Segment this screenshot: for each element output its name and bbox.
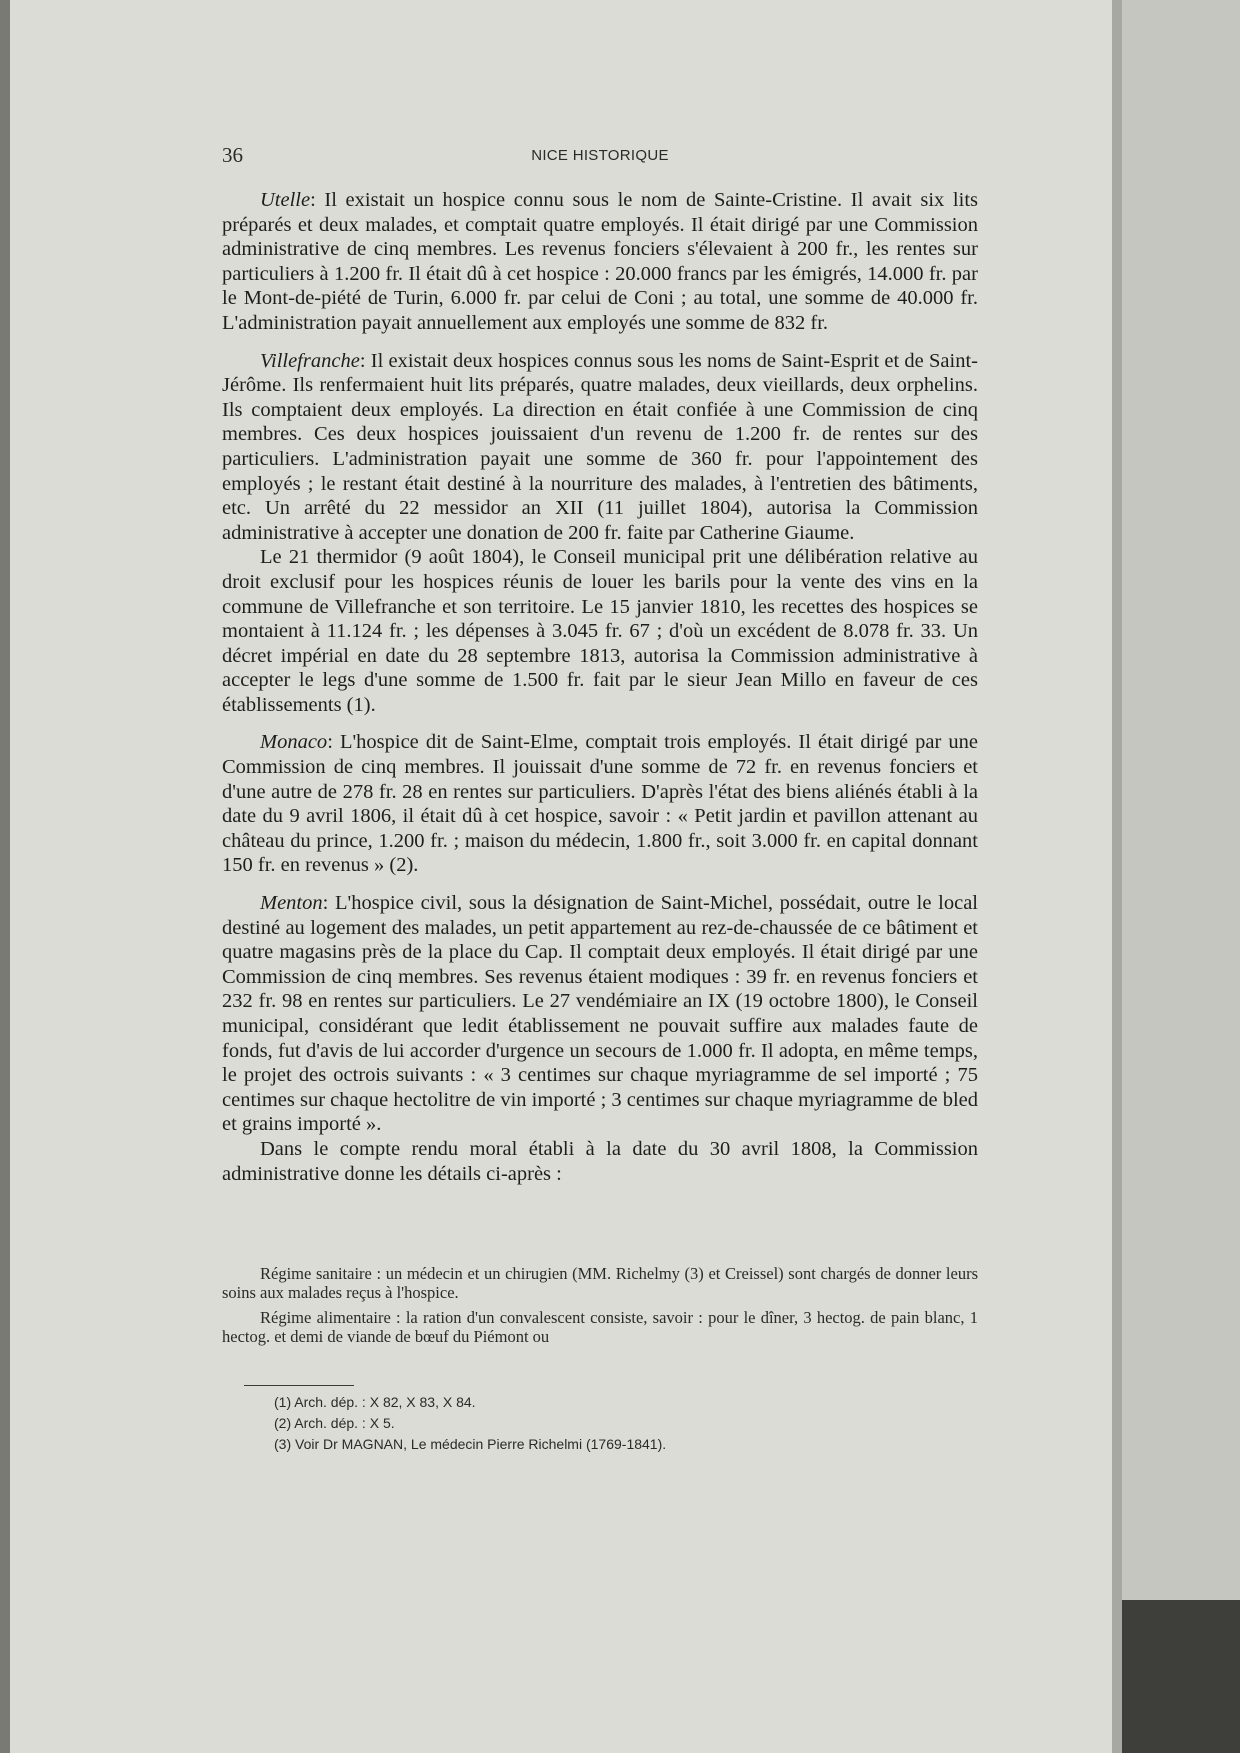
paragraph-text: : L'hospice civil, sous la désignation de Saint-Michel, possédait, outre le local destiné au logement des malades, un petit appartement au rez-de-chaussée de ce bâtiment et quatre magasins près de la place du Cap. Il comptait deux employés. Il était dirigé par une Commission de cinq membres. Ses revenus étaient modiques : 39 fr. en revenus fonciers et 232 fr. 98 en rentes sur particuliers. Le 27 vendémiaire an IX (19 octobre 1800), le Conseil municipal, considérant que ledit établissement ne pouvait suffire aux malades faute de fonds, fut d'avis de lui accorder d'urgence un secours de 1.000 fr. Il adopta, en même temps, le projet des octrois suivants : « 3 centimes sur chaque myriagramme de sel importé ; 75 centimes sur chaque hectolitre de vin importé ; 3 centimes sur chaque myriagramme de bled et grains importé ». bbox=[222, 892, 978, 1136]
paragraph-utelle bbox=[222, 188, 978, 336]
page-edge bbox=[1112, 0, 1122, 1753]
paragraph-monaco bbox=[222, 730, 978, 878]
regime-alimentaire: Régime alimentaire : la ration d'un convalescent consiste, savoir : pour le dîner, 3 hectog. de pain blanc, 1 hectog. et demi de viande de bœuf du Piémont ou bbox=[222, 1308, 978, 1346]
place-name: Monaco bbox=[260, 731, 328, 754]
paragraph-text: Le 21 thermidor (9 août 1804), le Conseil municipal prit une délibération relative au droit exclusif pour les hospices réunis de louer les barils pour la vente des vins en la commune de Villefranche et son territoire. Le 15 janvier 1810, les recettes des hospices se montaient à 11.124 fr. ; les dépenses à 3.045 fr. 67 ; d'où un excédent de 8.078 fr. 33. Un décret impérial en date du 28 septembre 1813, autorisa la Commission administrative à accepter le legs d'une somme de 1.500 fr. fait par le sieur Jean Millo en faveur de ces établissements (1). bbox=[222, 546, 978, 716]
paragraph-villefranche bbox=[222, 349, 978, 546]
footnotes bbox=[274, 1392, 954, 1455]
place-name: Menton bbox=[260, 892, 323, 915]
place-name: Villefranche bbox=[260, 349, 360, 372]
paragraph-text: : Il existait deux hospices connus sous les noms de Saint-Esprit et de Saint-Jérôme. Ils renfermaient huit lits préparés, quatre malades, deux vieillards, deux orphelins. Ils comptaient deux employés. La direction en était confiée à une Commission de cinq membres. Ces deux hospices jouissaient d'un revenu de 1.200 fr. de rentes sur des particuliers. L'administration payait une somme de 360 fr. pour l'appointement des employés ; le restant était destiné à la nourriture des malades, à l'entretien des bâtiments, etc. Un arrêté du 22 messidor an XII (11 juillet 1804), autorisa la Commission administrative à accepter une donation de 200 fr. faite par Catherine Giaume. bbox=[222, 349, 978, 544]
adjacent-page-shadow bbox=[1122, 1600, 1240, 1753]
body-text bbox=[222, 188, 978, 1186]
adjacent-page-strip bbox=[1122, 0, 1240, 1753]
page-left-shadow bbox=[0, 0, 10, 1753]
page-header bbox=[222, 143, 978, 173]
paragraph-compte-rendu bbox=[222, 1137, 978, 1186]
footnote-rule bbox=[244, 1385, 354, 1386]
paragraph-text: : Il existait un hospice connu sous le nom de Sainte-Cristine. Il avait six lits préparés et deux malades, et comptait quatre employés. Il était dirigé par une Commission administrative de cinq membres. Les revenus fonciers s'élevaient à 200 fr., les rentes sur particuliers à 1.200 fr. Il était dû à cet hospice : 20.000 francs par les émigrés, 14.000 fr. par le Mont-de-piété de Turin, 6.000 fr. par celui de Coni ; au total, une somme de 40.000 fr. L'administration payait annuellement aux employés une somme de 832 fr. bbox=[222, 189, 978, 334]
paragraph-text: : L'hospice dit de Saint-Elme, comptait trois employés. Il était dirigé par une Commission de cinq membres. Il jouissait d'une somme de 72 fr. en revenus fonciers et d'une autre de 278 fr. 28 en rentes sur particuliers. D'après l'état des biens aliénés établi à la date du 9 avril 1806, il était dû à cet hospice, savoir : « Petit jardin et pavillon attenant au château du prince, 1.200 fr. ; maison du médecin, 1.800 fr., soit 3.000 fr. en capital donnant 150 fr. en revenus » (2). bbox=[222, 731, 978, 877]
footnote-1: (1) Arch. dép. : X 82, X 83, X 84. bbox=[274, 1394, 476, 1410]
footnote-2: (2) Arch. dép. : X 5. bbox=[274, 1415, 395, 1431]
place-name: Utelle bbox=[260, 189, 311, 211]
paragraph-menton bbox=[222, 891, 978, 1137]
regime-sanitaire: Régime sanitaire : un médecin et un chirugien (MM. Richelmy (3) et Creissel) sont chargés de donner leurs soins aux malades reçus à l'hospice. bbox=[222, 1264, 978, 1302]
running-head: NICE HISTORIQUE bbox=[531, 147, 669, 164]
footnote-3: (3) Voir Dr MAGNAN, Le médecin Pierre Richelmi (1769-1841). bbox=[274, 1436, 667, 1452]
quoted-details bbox=[222, 1264, 978, 1352]
page-number: 36 bbox=[222, 143, 243, 167]
paragraph-thermidor bbox=[222, 545, 978, 717]
paragraph-text: Dans le compte rendu moral établi à la date du 30 avril 1808, la Commission administrative donne les détails ci-après : bbox=[222, 1137, 978, 1185]
